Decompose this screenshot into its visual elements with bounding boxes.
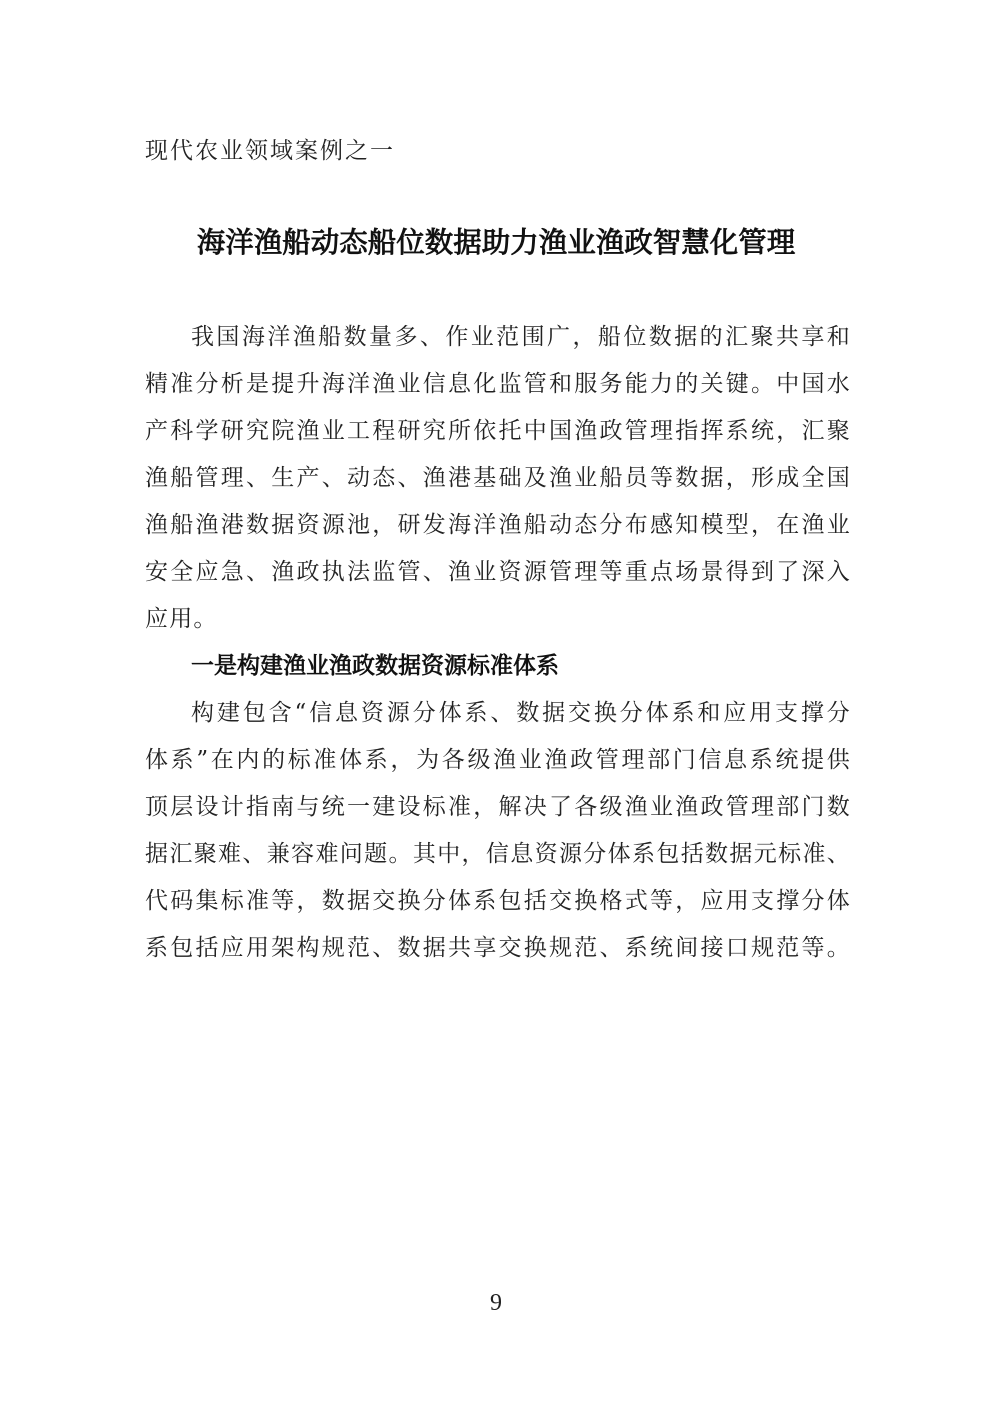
section-line: 构建包含“信息资源分体系、数据交换分体系和应用支撑分 xyxy=(191,700,851,726)
intro-line: 渔船渔港数据资源池，研发海洋渔船动态分布感知模型，在渔业 xyxy=(145,512,851,538)
section-line: 顶层设计指南与统一建设标准，解决了各级渔业渔政管理部门数 xyxy=(145,794,851,820)
section-line: 据汇聚难、兼容难问题。其中，信息资源分体系包括数据元标准、 xyxy=(145,841,851,867)
intro-paragraph xyxy=(145,314,851,643)
section-paragraph xyxy=(145,690,851,972)
intro-line: 产科学研究院渔业工程研究所依托中国渔政管理指挥系统，汇聚 xyxy=(145,418,851,444)
case-category-label: 现代农业领域案例之一 xyxy=(145,138,395,164)
intro-line: 精准分析是提升海洋渔业信息化监管和服务能力的关键。中国水 xyxy=(145,371,851,397)
document-title: 海洋渔船动态船位数据助力渔业渔政智慧化管理 xyxy=(196,225,796,259)
intro-line: 渔船管理、生产、动态、渔港基础及渔业船员等数据，形成全国 xyxy=(145,465,851,491)
document-body xyxy=(145,314,851,972)
section-line: 体系”在内的标准体系，为各级渔业渔政管理部门信息系统提供 xyxy=(145,747,851,773)
section-heading: 一是构建渔业渔政数据资源标准体系 xyxy=(191,653,559,679)
intro-line: 我国海洋渔船数量多、作业范围广，船位数据的汇聚共享和 xyxy=(191,324,851,350)
intro-line: 应用。 xyxy=(145,606,218,632)
section-line: 系包括应用架构规范、数据共享交换规范、系统间接口规范等。 xyxy=(145,935,851,961)
intro-line: 安全应急、渔政执法监管、渔业资源管理等重点场景得到了深入 xyxy=(145,559,851,585)
page-number: 9 xyxy=(490,1290,502,1316)
section-line: 代码集标准等，数据交换分体系包括交换格式等，应用支撑分体 xyxy=(145,888,851,914)
